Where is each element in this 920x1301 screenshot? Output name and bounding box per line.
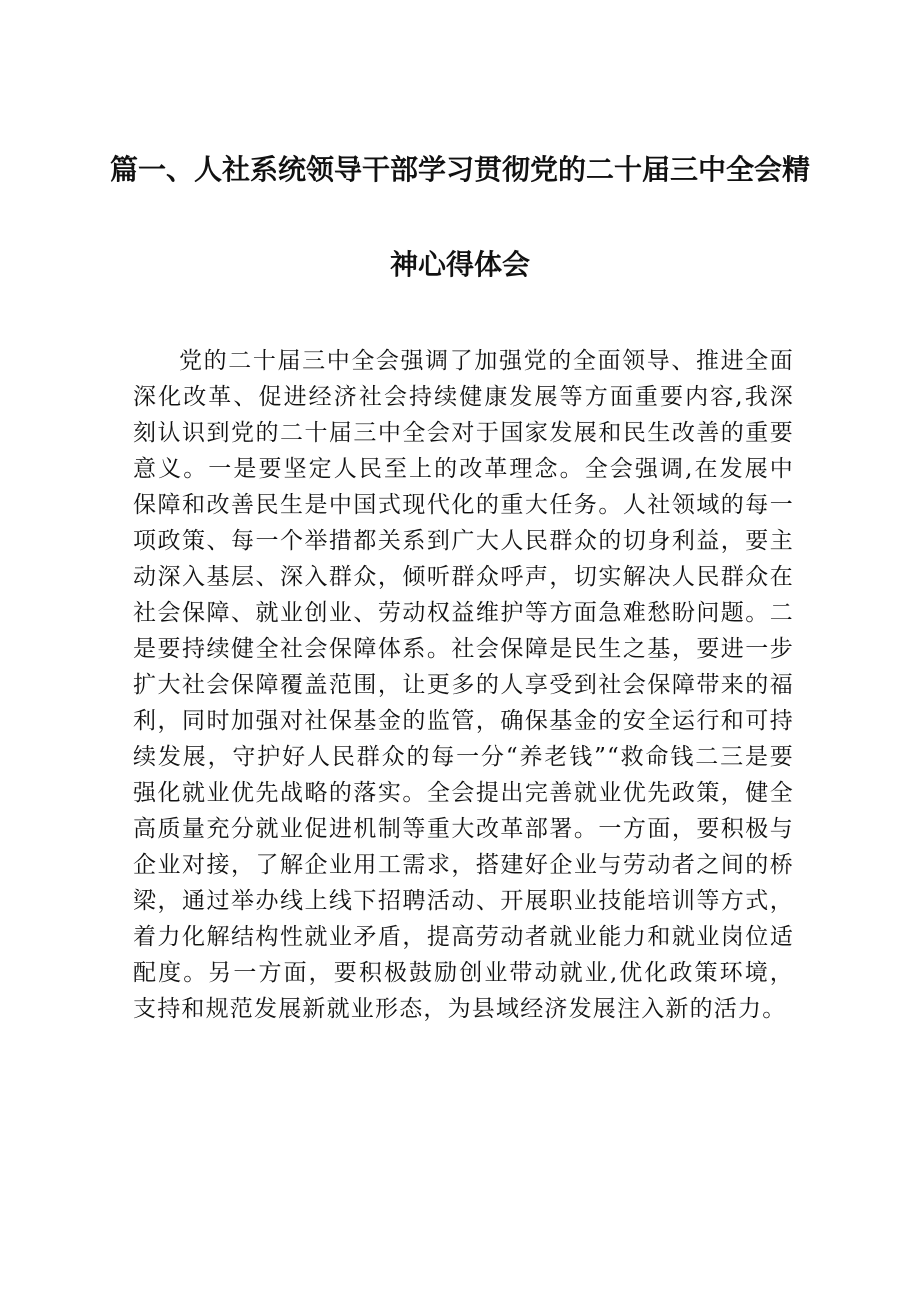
document-title-line-2: 神心得体会 <box>389 248 530 281</box>
document-title-line-1: 篇一、人社系统领导干部学习贯彻党的二十届三中全会精 <box>109 153 810 186</box>
body-paragraph: 党的二十届三中全会强调了加强党的全面领导、推进全面深化改革、促进经济社会持续健康发展等方面重要内容,我深刻认识到党的二十届三中全会对于国家发展和民生改善的重要意义。一是要坚定人民至上的改革理念。全会强调,在发展中保障和改善民生是中国式现代化的重大任务。人社领域的每一项政策、每一个举措都关系到广大人民群众的切身利益，要主动深入基层、深入群众，倾听群众呼声，切实解决人民群众在社会保障、就业创业、劳动权益维护等方面急难愁盼问题。二是要持续健全社会保障体系。社会保障是民生之基，要进一步扩大社会保障覆盖范围，让更多的人享受到社会保障带来的福利，同时加强对社保基金的监管，确保基金的安全运行和可持续发展，守护好人民群众的每一分“养老钱”“救命钱二三是要强化就业优先战略的落实。全会提出完善就业优先政策，健全高质量充分就业促进机制等重大改革部署。一方面，要积极与企业对接，了解企业用工需求，搭建好企业与劳动者之间的桥梁，通过举办线上线下招聘活动、开展职业技能培训等方式，着力化解结构性就业矛盾，提高劳动者就业能力和就业岗位适配度。另一方面，要积极鼓励创业带动就业,优化政策环境，支持和规范发展新就业形态，为县域经济发展注入新的活力。 <box>133 348 794 1022</box>
